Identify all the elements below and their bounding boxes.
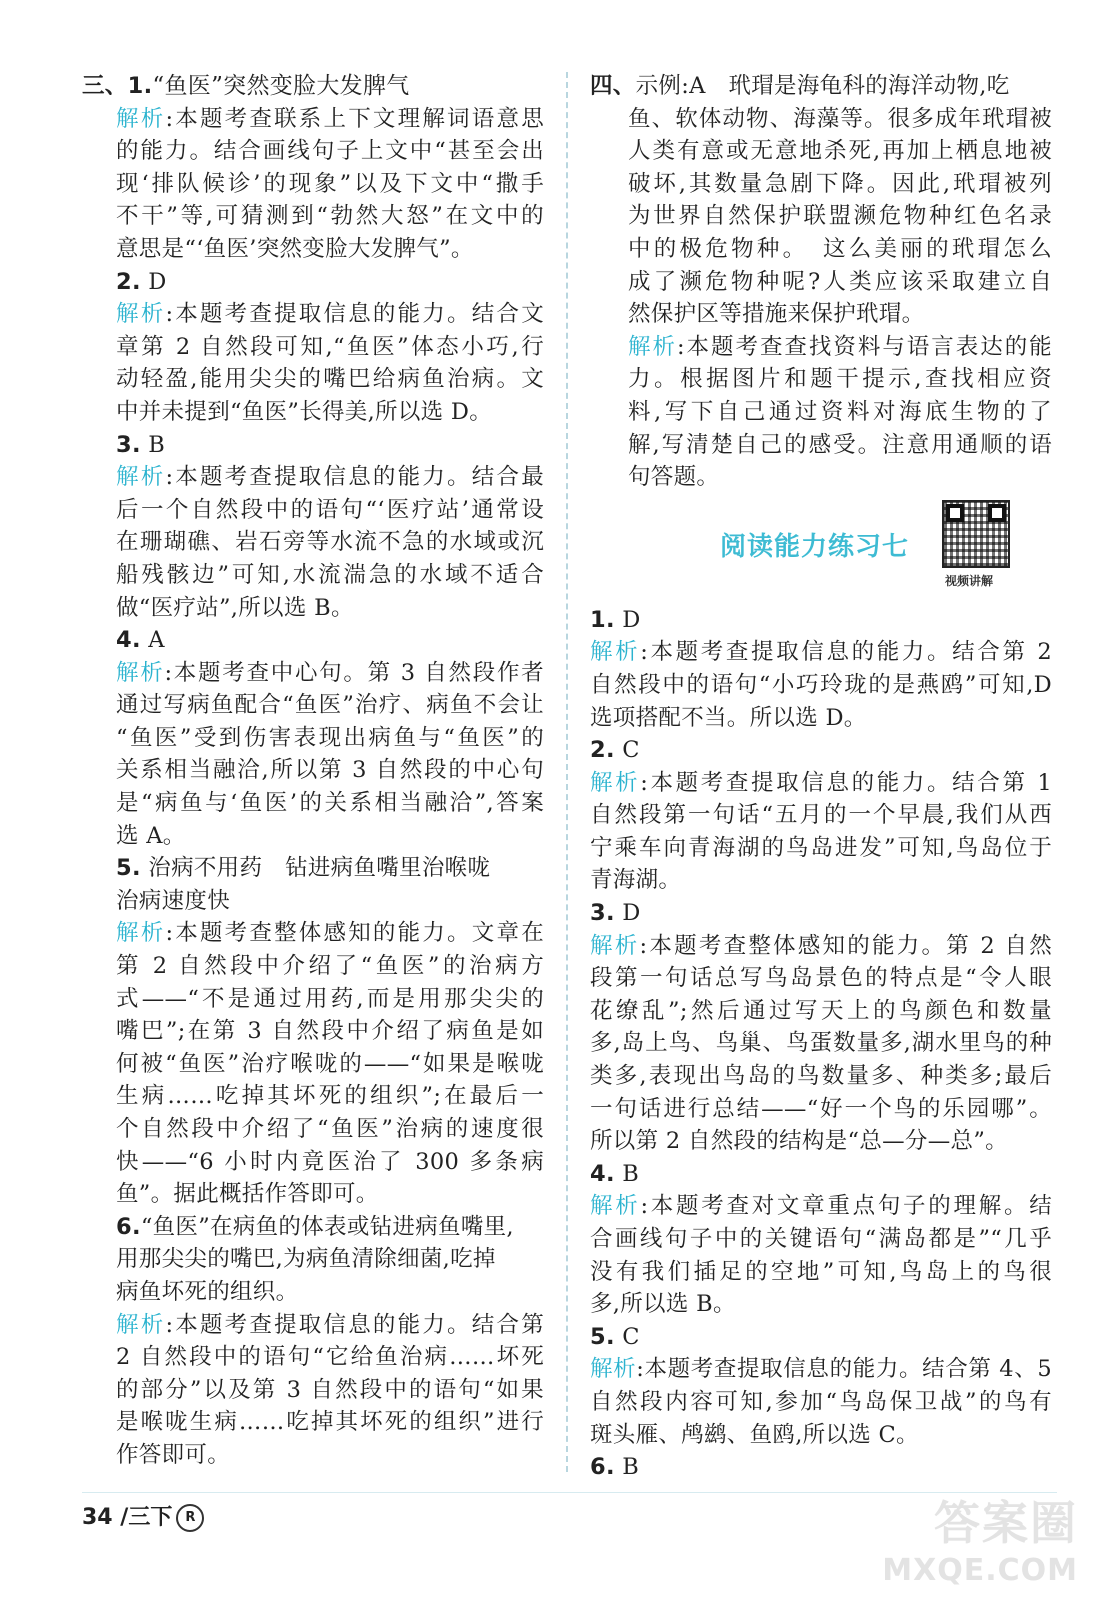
question-number: 6. — [590, 1454, 615, 1481]
section-number: 四、 — [590, 73, 636, 99]
question-number: 3. — [590, 900, 615, 927]
explanation-label: 解析 — [590, 1356, 637, 1383]
answer-line — [590, 734, 1052, 767]
answer-text: B — [622, 1454, 640, 1481]
explanation: 解析:本题考查对文章重点句子的理解。结 合画线句子中的关键语句“满岛都是”“几乎 没有我们插足的空地”可知,鸟岛上的鸟很 多,所以选 B。 — [590, 1193, 1052, 1318]
answer-text: D — [622, 900, 641, 927]
answer-line — [82, 624, 544, 657]
explanation: 解析:本题考查提取信息的能力。结合第 2 自然段中的语句“它给鱼治病……坏死 的部分”以及第 3 自然段中的语句“如果 是喉咙生病……吃掉其坏死的组织”进行 作答即可。 — [116, 1311, 544, 1468]
answer-line — [82, 266, 544, 299]
answer-text: 成了濒危物种呢?人类应该采取建立自 — [628, 268, 1052, 295]
answer-text: 病鱼坏死的组织。 — [116, 1278, 299, 1305]
answer-text: C — [622, 737, 640, 764]
explanation: 解析:本题考查提取信息的能力。结合第 4、5 自然段内容可知,参加“鸟岛保卫战”的鸟有 斑头雁、鸬鹚、鱼鸥,所以选 C。 — [590, 1356, 1052, 1448]
edition-badge: R — [176, 1504, 204, 1532]
answer-text: 鱼、软体动物、海藻等。很多成年玳瑁被 — [628, 105, 1052, 132]
explanation: 解析:本题考查提取信息的能力。结合第 1 自然段第一句话“五月的一个早晨,我们从西 宁乘车向青海湖的鸟岛进发”可知,鸟岛位于 青海湖。 — [590, 769, 1052, 894]
answer-line — [82, 70, 544, 103]
question-number: 6. — [116, 1213, 141, 1240]
answer-text: “鱼医”突然变脸大发脾气 — [152, 73, 410, 99]
question-number: 1. — [127, 73, 153, 99]
answer-line — [82, 852, 544, 885]
question-number: 2. — [590, 737, 615, 764]
footer-separator: / — [120, 1505, 129, 1530]
question-number: 3. — [116, 431, 141, 458]
question-number: 1. — [590, 606, 615, 633]
video-explanation-label: 视频讲解 — [945, 573, 994, 588]
explanation: 解析:本题考查整体感知的能力。文章在 第 2 自然段中介绍了“鱼医”的治病方 式——“不是通过用药,而是用那尖尖的 嘴巴”;在第 3 自然段中介绍了病鱼是如 何被“鱼医”治疗喉咙的——“如果是喉咙 生病……吃掉其坏死的组织”;在最后一 个自然段中介绍了“鱼医”治病的速度很 快——“6 小时内竟医治了 300 多条病 鱼”。据此概括作答即可。 — [116, 920, 544, 1208]
answer-text: 治病速度快 — [116, 887, 231, 914]
grade-label: 三下 — [128, 1505, 173, 1530]
exercise-header — [590, 494, 1052, 604]
answer-text: D — [148, 268, 167, 295]
right-column — [590, 70, 1052, 1484]
question-number: 5. — [590, 1323, 615, 1350]
answer-text: A — [148, 627, 165, 654]
answer-line — [590, 1451, 1052, 1484]
answer-text: 人类有意或无意地杀死,再加上栖息地被 — [628, 138, 1052, 165]
question-number: 4. — [590, 1160, 615, 1187]
answer-text: 破坏,其数量急剧下降。因此,玳瑁被列 — [628, 170, 1052, 197]
explanation-label: 解析 — [628, 333, 677, 360]
exercise-title: 阅读能力练习七 — [720, 531, 910, 562]
page-footer — [82, 1500, 204, 1532]
answer-text: B — [148, 431, 166, 458]
answer-line — [82, 1211, 544, 1244]
question-number: 5. — [116, 855, 141, 882]
explanation-label: 解析 — [116, 105, 166, 132]
answer-text: 为世界自然保护联盟濒危物种红色名录 — [628, 203, 1052, 230]
answer-line — [590, 1158, 1052, 1191]
explanation-label: 解析 — [116, 1311, 166, 1338]
explanation: 解析:本题考查联系上下文理解词语意思 的能力。结合画线句子上文中“甚至会出 现‘排队候诊’的现象”以及下文中“撒手 不干”等,可猜测到“勃然大怒”在文中的 意思是“‘鱼医’突然变脸大发脾气”。 — [116, 105, 544, 262]
answer-text: C — [622, 1323, 640, 1350]
answer-line — [590, 604, 1052, 637]
answer-text: 然保护区等措施来保护玳瑁。 — [628, 301, 925, 328]
answer-text: D — [622, 606, 641, 633]
explanation: 解析:本题考查中心句。第 3 自然段作者 通过写病鱼配合“鱼医”治疗、病鱼不会让 “鱼医”受到伤害表现出病鱼与“鱼医”的 关系相当融洽,所以第 3 自然段的中心句 是“病鱼与‘鱼医’的关系相当融洽”,答案 选 A。 — [116, 659, 544, 849]
explanation-label: 解析 — [116, 301, 166, 328]
explanation-label: 解析 — [116, 659, 165, 686]
question-number: 4. — [116, 627, 141, 654]
answer-text: 示例:A 玳瑁是海龟科的海洋动物,吃 — [635, 73, 1010, 99]
explanation: 解析:本题考查提取信息的能力。结合文 章第 2 自然段可知,“鱼医”体态小巧,行 动轻盈,能用尖尖的嘴巴给病鱼治病。文 中并未提到“鱼医”长得美,所以选 D。 — [116, 301, 544, 425]
answer-line — [82, 429, 544, 462]
explanation: 解析:本题考查查找资料与语言表达的能 力。根据图片和题干提示,查找相应资 料,写下自己通过资料对海底生物的了 解,写清楚自己的感受。注意用通顺的语 句答题。 — [628, 333, 1052, 491]
answer-line — [590, 1321, 1052, 1354]
explanation-label: 解析 — [590, 639, 641, 666]
qr-code-icon[interactable] — [942, 500, 1010, 568]
answer-line — [590, 70, 1052, 103]
explanation: 解析:本题考查整体感知的能力。第 2 自然 段第一句话总写鸟岛景色的特点是“令人眼 花缭乱”;然后通过写天上的鸟颜色和数量 多,岛上鸟、鸟巢、鸟蛋数量多,湖水里鸟的种 类多,表现出鸟岛的鸟数量多、种类多;最后 一句话进行总结——“好一个鸟的乐园哪”。 所以第 2 自然段的结构是“总—分—总”。 — [590, 932, 1052, 1155]
explanation-label: 解析 — [116, 464, 166, 491]
answer-text: “鱼医”在病鱼的体表或钻进病鱼嘴里, — [140, 1213, 514, 1240]
answer-text: 中的极危物种。 这么美丽的玳瑁怎么 — [628, 235, 1052, 262]
left-column — [82, 70, 544, 1472]
answer-text: 治病不用药 钻进病鱼嘴里治喉咙 — [148, 855, 491, 882]
explanation: 解析:本题考查提取信息的能力。结合最 后一个自然段中的语句“‘医疗站’通常设 在珊瑚礁、岩石旁等水流不急的水域或沉 船残骸边”可知,水流湍急的水域不适合 做“医疗站”,所以选 B。 — [116, 464, 544, 621]
answer-line — [590, 897, 1052, 930]
page-number: 34 — [82, 1505, 113, 1530]
question-number: 2. — [116, 268, 141, 295]
explanation-label: 解析 — [590, 1193, 641, 1220]
watermark-url: MXQE.COM — [882, 1553, 1078, 1588]
explanation-label: 解析 — [590, 769, 641, 796]
answer-text: 用那尖尖的嘴巴,为病鱼清除细菌,吃掉 — [116, 1246, 496, 1273]
watermark-logo: 答案圈 — [934, 1496, 1078, 1550]
section-number: 三、 — [82, 73, 128, 99]
explanation-label: 解析 — [590, 932, 640, 959]
explanation-label: 解析 — [116, 920, 166, 947]
explanation: 解析:本题考查提取信息的能力。结合第 2 自然段中的语句“小巧玲珑的是燕鸥”可知,D 选项搭配不当。所以选 D。 — [590, 639, 1052, 731]
column-divider — [566, 72, 568, 1472]
watermark — [882, 1487, 1078, 1588]
answer-text: B — [622, 1160, 640, 1187]
